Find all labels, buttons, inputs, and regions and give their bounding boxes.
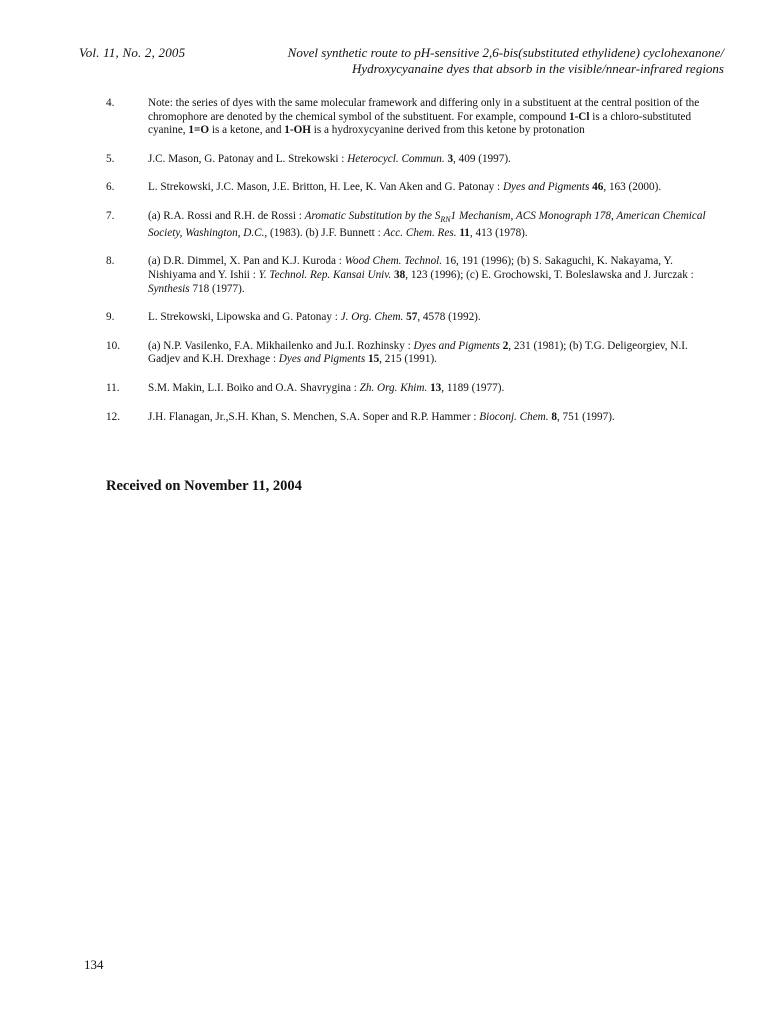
reference-fragment: (a) D.R. Dimmel, X. Pan and K.J. Kuroda : [148, 255, 345, 268]
reference-number: 9. [106, 311, 115, 324]
reference-fragment: RN [440, 215, 451, 225]
reference-fragment: Dyes and Pigments [502, 181, 590, 194]
reference-fragment: , 163 (2000). [603, 181, 662, 194]
reference-fragment: , 231 (1981); (b) T.G. Deligeorgiev, N.I. Gadjev and K.H. Drexhage : [148, 339, 688, 366]
reference-fragment: Acc. Chem. Res. [383, 226, 457, 239]
reference-text [148, 382, 714, 396]
reference-fragment: 11 [456, 226, 470, 239]
reference-fragment: 1=O [188, 124, 210, 137]
reference-fragment: J.H. Flanagan, Jr.,S.H. Khan, S. Menchen, S.A. Soper and R.P. Hammer : [148, 410, 480, 423]
reference-fragment: L. Strekowski, J.C. Mason, J.E. Britton, H. Lee, K. Van Aken and G. Patonay : [148, 181, 503, 194]
reference-fragment: Dyes and Pigments [278, 353, 366, 366]
reference-fragment: Bioconj. Chem. [479, 410, 549, 423]
reference-fragment: 38 [391, 268, 406, 281]
reference-text [148, 181, 714, 195]
reference-fragment: is a hydroxycyanine derived from this ketone by protonation [310, 124, 585, 137]
reference-fragment: Dyes and Pigments [413, 339, 500, 352]
reference-text [148, 97, 714, 138]
reference-item [0, 181, 772, 195]
reference-fragment: , 409 (1997). [453, 152, 511, 165]
reference-fragment: 1 Mechanism, ACS Monograph 178, American Chemical Society, Washington, D.C., [148, 209, 706, 239]
reference-number: 5. [106, 152, 115, 165]
reference-fragment: 46 [589, 181, 604, 194]
reference-fragment: Zh. Org. Khim. [359, 381, 428, 394]
reference-fragment: is a chloro-substituted cyanine, [148, 110, 692, 137]
reference-fragment: , 215 (1991). [379, 353, 437, 366]
reference-fragment: (a) N.P. Vasilenko, F.A. Mikhailenko and Ju.I. Rozhinsky : [148, 339, 414, 352]
reference-fragment: , 413 (1978). [469, 226, 528, 239]
reference-item [0, 340, 772, 367]
reference-fragment: 718 (1977). [189, 282, 245, 295]
reference-fragment: (a) R.A. Rossi and R.H. de Rossi : [148, 209, 305, 222]
reference-item [0, 255, 772, 296]
reference-fragment: L. Strekowski, Lipowska and G. Patonay : [148, 311, 341, 324]
reference-fragment: 3 [444, 152, 454, 165]
reference-fragment: 8 [548, 410, 557, 423]
reference-fragment: 16, 191 (1996); (b) S. Sakaguchi, K. Nakayama, Y. Nishiyama and Y. Ishii : [148, 255, 673, 281]
reference-text [148, 340, 714, 367]
reference-list [0, 97, 772, 439]
reference-fragment: , 1189 (1977). [441, 381, 505, 394]
reference-fragment: Note: the series of dyes with the same molecular framework and differing only in a substituent at the central position of the chromophore are denoted by the chemical symbol of the substituent. For example, compound [148, 97, 700, 123]
reference-item [0, 210, 772, 240]
reference-fragment: 13 [427, 381, 442, 394]
reference-fragment: 57 [403, 311, 418, 324]
reference-item [0, 411, 772, 425]
page-number: 134 [84, 957, 104, 972]
reference-text [148, 153, 714, 167]
reference-fragment: Synthesis [148, 282, 190, 295]
reference-text [148, 411, 714, 425]
reference-item [0, 97, 772, 138]
reference-fragment: , 123 (1996); (c) E. Grochowski, T. Boleslawska and J. Jurczak : [405, 268, 694, 281]
reference-number: 12. [106, 410, 120, 423]
reference-fragment: Y. Technol. Rep. Kansai Univ. [258, 268, 392, 281]
reference-fragment: (1983). (b) J.F. Bunnett : [267, 226, 384, 239]
reference-fragment: J. Org. Chem. [340, 311, 404, 324]
reference-fragment: , 4578 (1992). [417, 311, 481, 324]
reference-number: 10. [106, 339, 120, 352]
reference-item [0, 382, 772, 396]
reference-fragment: J.C. Mason, G. Patonay and L. Strekowski : [148, 152, 348, 165]
running-header-title-line1: Novel synthetic route to pH-sensitive 2,6-bis(substituted ethylidene) cyclohexanone/ [287, 45, 724, 60]
reference-number: 11. [106, 381, 120, 394]
reference-fragment: Heterocycl. Commun. [347, 152, 445, 165]
reference-fragment: Wood Chem. Technol. [344, 255, 443, 268]
reference-number: 6. [106, 181, 115, 194]
received-date: Received on November 11, 2004 [106, 478, 302, 494]
reference-text [148, 255, 714, 296]
reference-number: 7. [106, 209, 115, 222]
reference-fragment: , 751 (1997). [556, 410, 615, 423]
reference-fragment: 1-Cl [568, 110, 590, 123]
reference-fragment: S.M. Makin, L.I. Boiko and O.A. Shavrygina : [148, 381, 360, 394]
running-header-title [254, 45, 724, 77]
reference-text [148, 210, 714, 240]
reference-item [0, 153, 772, 167]
reference-fragment: 15 [365, 353, 380, 366]
reference-number: 4. [106, 97, 115, 109]
reference-fragment: is a ketone, and [209, 124, 285, 137]
reference-fragment: 2 [499, 339, 509, 352]
reference-item [0, 311, 772, 325]
running-header-title-line2: Hydroxycyanaine dyes that absorb in the visible/nnear-infrared regions [352, 61, 724, 76]
running-header-journal: Vol. 11, No. 2, 2005 [79, 45, 186, 60]
reference-text [148, 311, 714, 325]
reference-fragment: 1-OH [284, 124, 311, 137]
reference-fragment: Aromatic Substitution by the S [304, 209, 441, 222]
reference-number: 8. [106, 255, 115, 268]
